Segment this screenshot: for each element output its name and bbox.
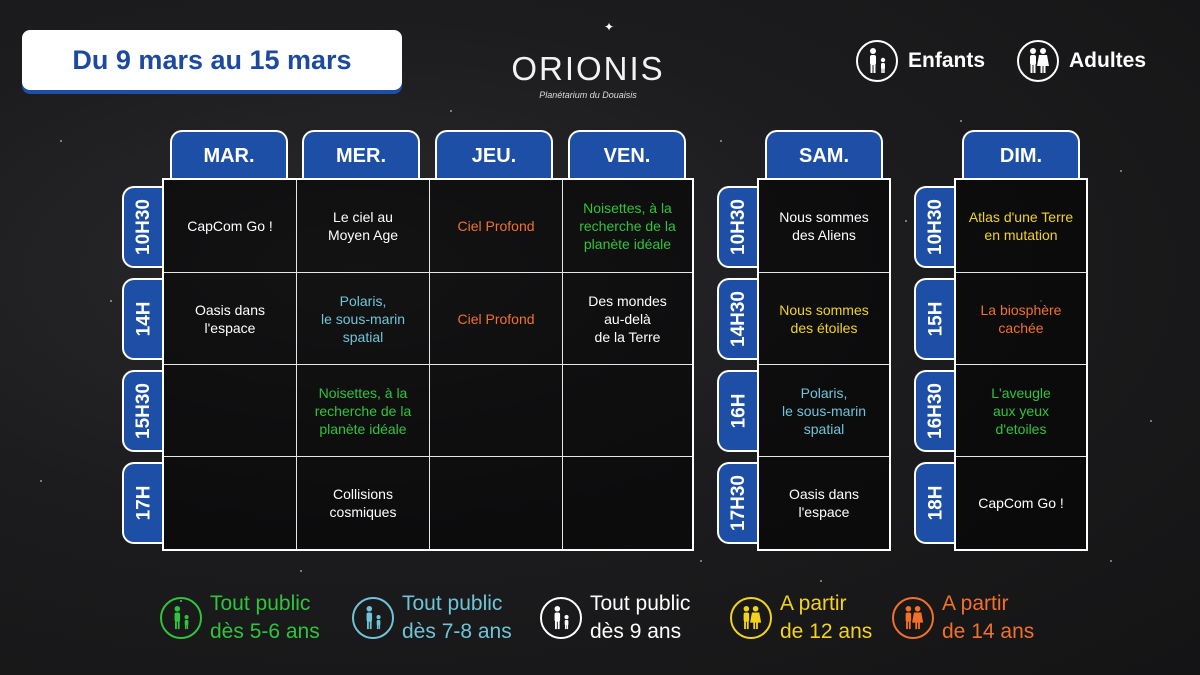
legend-item (540, 590, 690, 646)
show-cell: CapCom Go ! (164, 180, 297, 273)
legend-text: Tout public dès 7-8 ans (402, 592, 512, 643)
time-slot-tab: 15H (914, 278, 956, 360)
logo-subtitle: Planétarium du Douaisis (539, 90, 637, 100)
day-header-thursday: JEU. (435, 130, 553, 180)
family-icon (352, 597, 394, 639)
show-cell (563, 457, 692, 549)
legend-text: Tout public dès 5-6 ans (210, 592, 320, 643)
day-header-wednesday: MER. (302, 130, 420, 180)
show-cell: Ciel Profond (430, 273, 563, 365)
show-cell: Des mondes au-delà de la Terre (563, 273, 692, 365)
legend-item (352, 590, 512, 646)
show-cell: Oasis dans l'espace (788, 486, 860, 520)
logo-wordmark: ORIONIS (511, 50, 665, 87)
orionis-logo (508, 20, 668, 108)
audience-adults (1017, 40, 1146, 82)
legend-item (160, 590, 320, 646)
show-cell (164, 457, 297, 549)
legend-text: A partir de 12 ans (780, 592, 873, 643)
time-slot-tab: 10H30 (914, 186, 956, 268)
show-cell: La biosphère cachée (956, 273, 1086, 365)
time-slot-tab: 17H30 (717, 462, 759, 544)
show-cell (430, 365, 563, 457)
time-slot-tab: 16H30 (914, 370, 956, 452)
show-cell: Noisettes, à la recherche de la planète idéale (563, 180, 692, 273)
day-header-sunday: DIM. (962, 130, 1080, 180)
show-cell: Nous sommes des Aliens (759, 180, 889, 273)
show-cell: Polaris, le sous-marin spatial (297, 273, 430, 365)
time-slot-tab: 14H30 (717, 278, 759, 360)
sparkle-icon: ✦ (604, 20, 615, 34)
day-header-tuesday: MAR. (170, 130, 288, 180)
show-cell: Collisions cosmiques (297, 457, 430, 549)
show-cell: Ciel Profond (430, 180, 563, 273)
legend-item (892, 590, 1034, 646)
day-header-friday: VEN. (568, 130, 686, 180)
time-slot-tab: 10H30 (717, 186, 759, 268)
adults-icon (892, 597, 934, 639)
time-slot-tab: 17H (122, 462, 164, 544)
show-cell: Oasis dans l'espace (164, 273, 297, 365)
show-cell: Le ciel au Moyen Age (297, 180, 430, 273)
show-cell: CapCom Go ! (978, 495, 1064, 511)
show-cell (563, 365, 692, 457)
show-cell: Atlas d'une Terre en mutation (956, 180, 1086, 273)
date-range-banner (22, 30, 402, 90)
time-slot-tab: 15H30 (122, 370, 164, 452)
legend-text: Tout public dès 9 ans (590, 592, 691, 643)
audience-adults-label: Adultes (1069, 49, 1147, 72)
weekday-schedule-grid (162, 178, 694, 551)
family-icon (540, 597, 582, 639)
time-slot-tab: 16H (717, 370, 759, 452)
show-cell: L'aveugle aux yeux d'etoiles (956, 365, 1086, 457)
adults-icon (1017, 40, 1059, 82)
saturday-schedule-grid (757, 178, 891, 551)
show-cell (164, 365, 297, 457)
time-slot-tab: 18H (914, 462, 956, 544)
date-range-text: Du 9 mars au 15 mars (72, 44, 352, 75)
audience-children (856, 40, 985, 82)
legend-text: A partir de 14 ans (942, 592, 1035, 643)
family-icon (160, 597, 202, 639)
adults-icon (730, 597, 772, 639)
family-icon (856, 40, 898, 82)
legend-item (730, 590, 872, 646)
show-cell: Noisettes, à la recherche de la planète idéale (297, 365, 430, 457)
time-slot-tab: 10H30 (122, 186, 164, 268)
audience-children-label: Enfants (908, 49, 986, 72)
day-header-saturday: SAM. (765, 130, 883, 180)
show-cell: Polaris, le sous-marin spatial (759, 365, 889, 457)
show-cell (430, 457, 563, 549)
show-cell: Nous sommes des étoiles (759, 273, 889, 365)
sunday-schedule-grid (954, 178, 1088, 551)
time-slot-tab: 14H (122, 278, 164, 360)
